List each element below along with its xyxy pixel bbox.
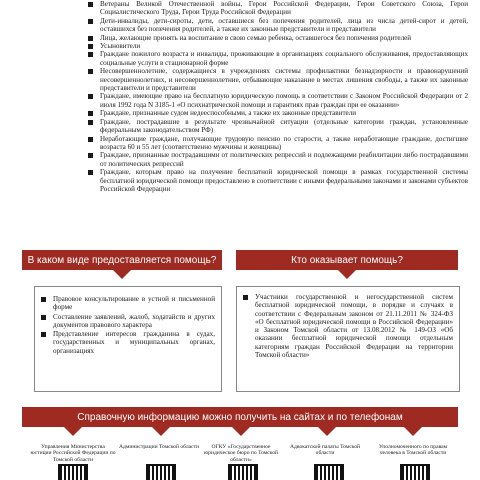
arrow-down-icon (113, 270, 131, 279)
bullet-square-icon (88, 19, 93, 24)
list-item: Граждане, признанные пострадавшими от политических репрессий и подлежащими реабилитации либо пострадавшими от политических репрессий (88, 151, 468, 168)
qr-code-icon[interactable] (228, 464, 258, 480)
section-title-help-providers: Кто оказывает помощь? (236, 250, 458, 270)
bullet-square-icon (41, 332, 46, 337)
bullet-square-icon (41, 297, 46, 302)
list-item: Дети-инвалиды, дети-сироты, дети, оставшиеся без попечения родителей, лица из числа детей-сирот и детей, оставшихся без попечения родителей, а также их законные представители и представители (88, 17, 468, 34)
arrow-down-icon (338, 270, 356, 279)
arrow-down-icon (64, 427, 82, 436)
list-item: Граждане, которым право на получение бесплатной юридической помощи в рамках государственной системы бесплатной юридической помощи предоставлено в соответствии с иными федеральными законами и законами субъектов Российской Федерации (88, 168, 468, 193)
bullet-square-icon (88, 52, 93, 57)
list-item: Ветераны Великой Отечественной войны, Герои Российской Федерации, Герои Советского Союза, Герои Социалистического Труда, Герои Труда Российской Федерации (88, 0, 468, 17)
contact-administration: Администрации Томской области (118, 444, 200, 450)
bullet-square-icon (88, 36, 93, 41)
list-item: Граждане, признанные судом недееспособными, а также их законные представители (88, 109, 468, 117)
arrow-down-icon (232, 427, 250, 436)
bullet-square-icon (88, 170, 93, 175)
arrow-down-icon (152, 427, 170, 436)
qr-code-icon[interactable] (314, 464, 344, 480)
list-item: Лица, желающие принять на воспитание в свою семью ребенка, оставшегося без попечения родителей (88, 34, 468, 42)
contact-ministry-justice: Управления Министерства юстиции Российской Федерации по Томской области (30, 444, 116, 463)
qr-code-icon[interactable] (146, 464, 176, 480)
list-item: Граждане пожилого возраста и инвалиды, проживающие в организациях социального обслуживания, предоставляющих социальные услуги в стационарной форме (88, 50, 468, 67)
list-item: Граждане, имеющие право на бесплатную юридическую помощь в соответствии с Законом Российской Федерации от 2 июля 1992 года N 3185-1 «О психиатрической помощи и гарантиях прав граждан при ее оказании» (88, 92, 468, 109)
bullet-square-icon (41, 315, 46, 320)
contact-bar-chamber: Адвокатской палаты Томской области (289, 444, 361, 457)
list-item: Граждане, пострадавшие в результате чрезвычайной ситуации (отдельные категории граждан, установленные федеральным законодательством РФ) (88, 118, 468, 135)
list-item: Усыновители (88, 42, 468, 50)
bullet-square-icon (88, 153, 93, 158)
list-item: Составление заявлений, жалоб, ходатайств и других документов правового характера (41, 313, 215, 330)
section-title-help-forms: В каком виде предоставляется помощь? (22, 250, 222, 270)
bullet-square-icon (243, 295, 248, 300)
list-item: Участники государственной и негосударственной систем бесплатной юридической помощи, в порядке и случаях в соответствии с Федеральным законом от 21.11.2011 № 324-ФЗ «О бесплатной юридической помощи в Российской Федерации» и Законом Томской области от 13.08.2012 № 149-ОЗ «Об оказании бесплатной юридической помощи отдельным категориям граждан Российской Федерации на территории Томской области» (243, 293, 453, 359)
reference-info-title: Справочную информацию можно получить на сайтах и по телефонам (22, 407, 458, 427)
arrow-down-icon (404, 427, 422, 436)
contact-ombudsman: Уполномоченного по правам человека в Томской области (378, 444, 448, 457)
list-item: Несовершеннолетние, содержащиеся в учреждениях системы профилактики безнадзорности и правонарушений несовершеннолетних, и несовершеннолетние, отбывающие наказание в местах лишения свободы, а также их законные представители и представители (88, 67, 468, 92)
list-item: Правовое консультирование в устной и письменной форме (41, 295, 215, 312)
bullet-square-icon (88, 2, 93, 7)
bullet-square-icon (88, 44, 93, 49)
qr-code-icon[interactable] (58, 464, 88, 480)
help-forms-box (34, 286, 222, 392)
bullet-square-icon (88, 69, 93, 74)
bullet-square-icon (88, 94, 93, 99)
bullet-square-icon (88, 137, 93, 142)
eligible-categories-list (88, 0, 468, 193)
list-item: Неработающие граждане, получающие трудовую пенсию по старости, а также неработающие граждане, достигшие возраста 60 и 55 лет (соответственно мужчины и женщины) (88, 135, 468, 152)
qr-code-icon[interactable] (400, 464, 430, 480)
list-item: Представление интересов гражданина в судах, государственных и муниципальных органах, организациях (41, 330, 215, 355)
contact-legal-bureau: ОГКУ «Государственное юридическое бюро по Томской области» (203, 444, 279, 463)
help-providers-box (236, 286, 460, 392)
bullet-square-icon (88, 120, 93, 125)
bullet-square-icon (88, 111, 93, 116)
arrow-down-icon (318, 427, 336, 436)
